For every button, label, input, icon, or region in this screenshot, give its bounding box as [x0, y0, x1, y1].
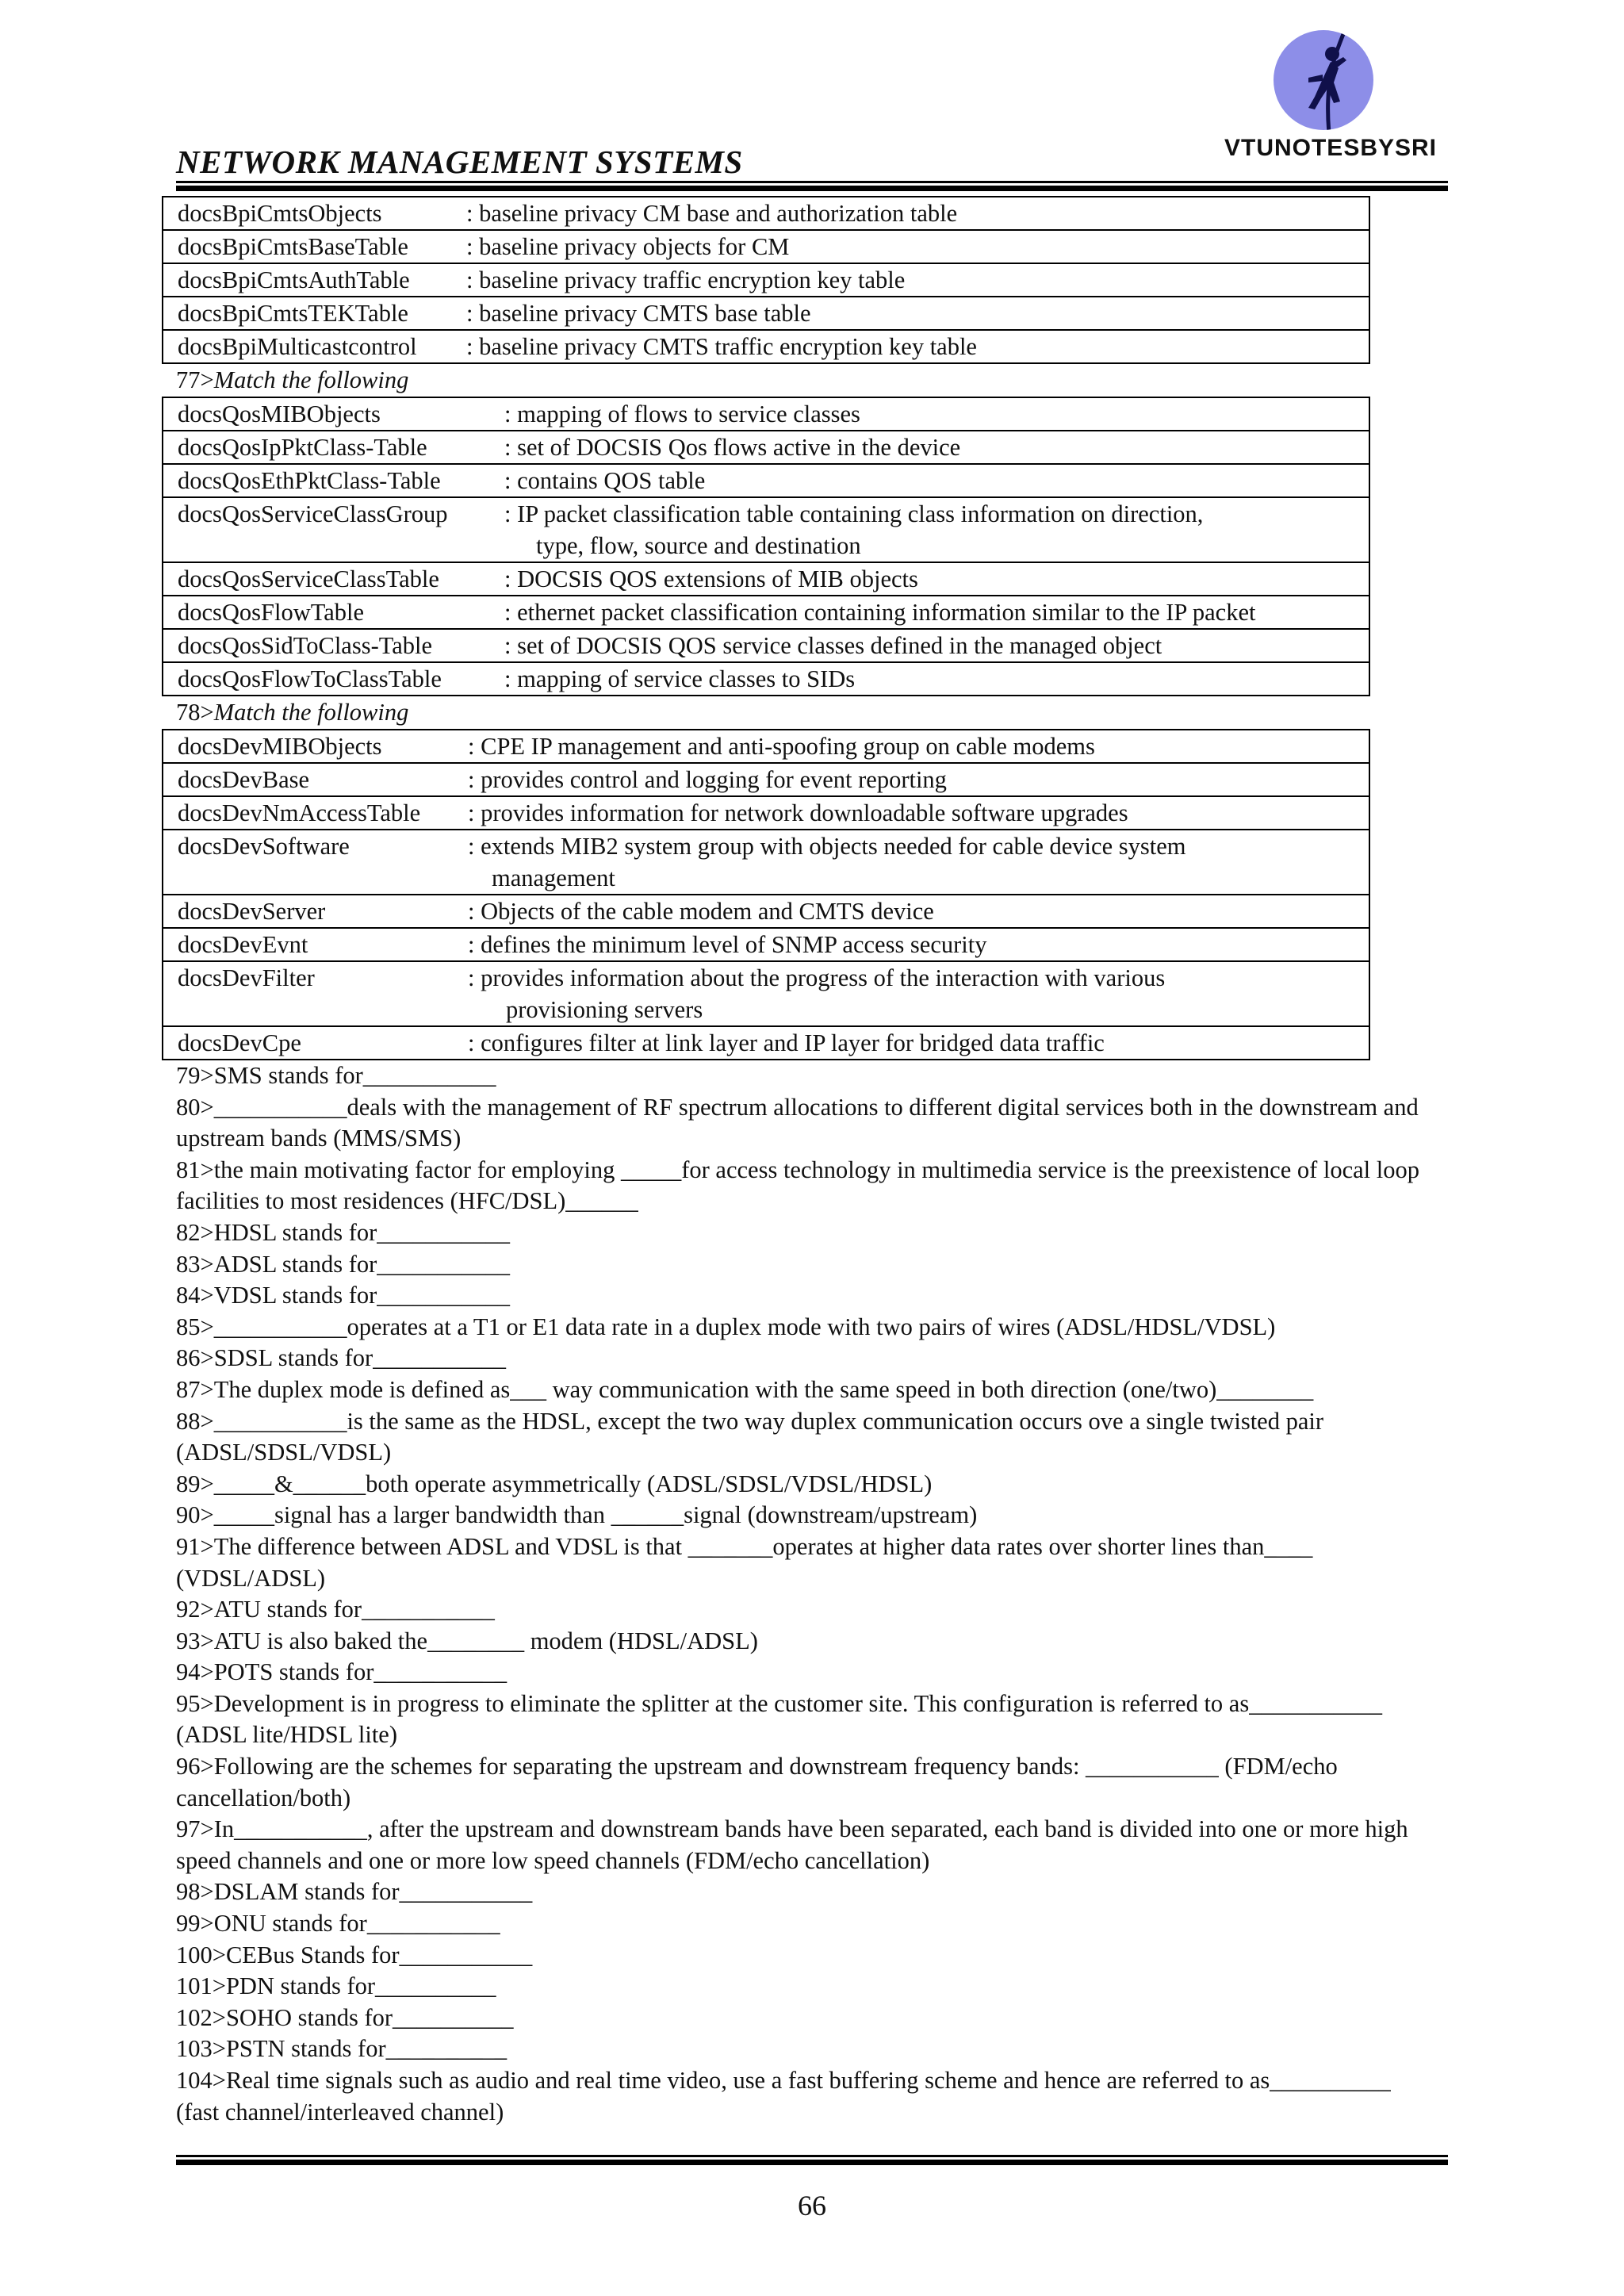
- term-cell: docsQosSidToClass-Table: [178, 632, 433, 659]
- term-cell: docsQosEthPktClass-Table: [178, 467, 441, 494]
- table-row: [163, 397, 1369, 431]
- definition-cell: : contains QOS table: [504, 467, 706, 494]
- table-row: [163, 297, 1369, 330]
- table-row: [163, 662, 1369, 696]
- definition-cell: : baseline privacy traffic encryption key table: [466, 266, 906, 293]
- definition-cell: : Objects of the cable modem and CMTS device: [468, 898, 934, 925]
- term-cell: docsDevFilter: [178, 964, 315, 991]
- table-row: [163, 961, 1369, 1026]
- term-cell: docsDevCpe: [178, 1029, 301, 1056]
- question-item: 84>VDSL stands for___________: [176, 1282, 511, 1309]
- term-cell: docsQosServiceClassTable: [178, 565, 439, 592]
- term-cell: docsDevMIBObjects: [178, 733, 382, 760]
- table-row: [163, 596, 1369, 629]
- content: [162, 196, 1454, 2128]
- definition-cell: : mapping of flows to service classes: [504, 401, 860, 427]
- table-row: [163, 830, 1369, 895]
- climber-logo-icon: [1274, 30, 1373, 130]
- table-row: [163, 562, 1369, 596]
- logo-text: VTUNOTESBYSRI: [1224, 135, 1438, 161]
- question-item: 103>PSTN stands for__________: [176, 2035, 508, 2063]
- definition-cell: : set of DOCSIS Qos flows active in the device: [504, 434, 961, 461]
- question-item: 87>The duplex mode is defined as___ way communication with the same speed in both direction (one/two)________: [176, 1375, 1314, 1403]
- question-item: 81>the main motivating factor for employing _____for access technology in multimedia service is the preexistence of local loop facilities to most residences (HFC/DSL)______: [176, 1156, 1420, 1215]
- term-cell: docsDevNmAccessTable: [178, 799, 421, 826]
- question-item: 97>In___________, after the upstream and downstream bands have been separated, each band is divided into one or more high speed channels and one or more low speed channels (FDM/echo cancellation): [176, 1815, 1408, 1874]
- definition-cell: : baseline privacy CMTS base table: [466, 300, 811, 327]
- question-78-heading: 78>Match the following: [176, 699, 409, 726]
- term-cell: docsBpiCmtsTEKTable: [178, 300, 408, 327]
- definition-cell: : extends MIB2 system group with objects needed for cable device system: [468, 833, 1186, 860]
- table-row: [163, 730, 1369, 763]
- question-item: 98>DSLAM stands for___________: [176, 1878, 533, 1906]
- header-rule: [176, 181, 1448, 191]
- term-cell: docsQosMIBObjects: [178, 401, 381, 427]
- question-item: 101>PDN stands for__________: [176, 1972, 496, 2000]
- question-item: 100>CEBus Stands for___________: [176, 1941, 533, 1968]
- definition-cell: : provides information for network downloadable software upgrades: [468, 799, 1128, 826]
- question-item: 93>ATU is also baked the________ modem (HDSL/ADSL): [176, 1627, 758, 1654]
- table-row: [163, 230, 1369, 263]
- question-item: 92>ATU stands for___________: [176, 1596, 495, 1623]
- definition-cell: : configures filter at link layer and IP layer for bridged data traffic: [468, 1029, 1105, 1056]
- question-item: 83>ADSL stands for___________: [176, 1250, 511, 1278]
- definition-continuation: provisioning servers: [506, 996, 703, 1023]
- question-item: 90>_____signal has a larger bandwidth than ______signal (downstream/upstream): [176, 1501, 978, 1529]
- definition-cell: : defines the minimum level of SNMP access security: [468, 931, 987, 958]
- question-item: 85>___________operates at a T1 or E1 data rate in a duplex mode with two pairs of wires (ADSL/HDSL/VDSL): [176, 1313, 1276, 1340]
- table-row: [163, 464, 1369, 497]
- question-item: 80>___________deals with the management of RF spectrum allocations to different digital services both in the downstream and upstream bands (MMS/SMS): [176, 1093, 1419, 1152]
- term-cell: docsQosFlowTable: [178, 599, 365, 626]
- table-row: [163, 928, 1369, 961]
- question-item: 91>The difference between ADSL and VDSL is that _______operates at higher data rates over shorter lines than____ (VDSL/ADSL): [176, 1532, 1313, 1592]
- definition-cell: : ethernet packet classification containing information similar to the IP packet: [504, 599, 1256, 626]
- question-item: 79>SMS stands for___________: [176, 1062, 496, 1089]
- site-logo: [1212, 30, 1450, 165]
- term-cell: docsBpiCmtsAuthTable: [178, 266, 410, 293]
- definition-cell: : IP packet classification table containing class information on direction,: [504, 500, 1204, 527]
- definition-cell: : set of DOCSIS QOS service classes defined in the managed object: [504, 632, 1162, 659]
- term-cell: docsDevSoftware: [178, 833, 350, 860]
- definition-cell: : baseline privacy objects for CM: [466, 233, 790, 260]
- definition-cell: : baseline privacy CM base and authorization table: [466, 200, 958, 227]
- table-row: [163, 330, 1369, 363]
- term-cell: docsBpiMulticastcontrol: [178, 333, 417, 360]
- question-item: 94>POTS stands for___________: [176, 1658, 508, 1686]
- table-row: [163, 263, 1369, 297]
- question-list: [162, 1060, 1454, 2128]
- term-cell: docsQosServiceClassGroup: [178, 500, 448, 527]
- term-cell: docsQosIpPktClass-Table: [178, 434, 427, 461]
- question-item: 99>ONU stands for___________: [176, 1910, 500, 1938]
- question-item: 96>Following are the schemes for separating the upstream and downstream frequency bands: ___________ (FDM/echo cancellation/both): [176, 1753, 1338, 1811]
- page-header-title: NETWORK MANAGEMENT SYSTEMS: [176, 144, 743, 180]
- definition-cell: : provides information about the progress of the interaction with various: [468, 964, 1166, 991]
- page-number: 66: [798, 2190, 826, 2221]
- definition-cell: : mapping of service classes to SIDs: [504, 665, 856, 692]
- definition-cell: : baseline privacy CMTS traffic encryption key table: [466, 333, 977, 360]
- question-item: 102>SOHO stands for__________: [176, 2003, 514, 2031]
- question-77-heading: 77>Match the following: [176, 366, 409, 393]
- table-row: [163, 1026, 1369, 1060]
- term-cell: docsBpiCmtsObjects: [178, 200, 382, 227]
- definition-cell: : CPE IP management and anti-spoofing group on cable modems: [468, 733, 1095, 760]
- table-row: [163, 895, 1369, 928]
- term-cell: docsDevServer: [178, 898, 326, 925]
- match-table-76: [162, 196, 1370, 364]
- table-row: [163, 763, 1369, 796]
- question-item: 89>_____&______both operate asymmetrically (ADSL/SDSL/VDSL/HDSL): [176, 1470, 933, 1497]
- definition-continuation: type, flow, source and destination: [536, 532, 861, 559]
- table-row: [163, 197, 1369, 230]
- table-row: [163, 796, 1369, 830]
- question-item: 104>Real time signals such as audio and real time video, use a fast buffering scheme and hence are referred to as__________ (fast channel/interleaved channel): [176, 2067, 1391, 2125]
- definition-cell: : DOCSIS QOS extensions of MIB objects: [504, 565, 918, 592]
- question-item: 86>SDSL stands for___________: [176, 1344, 506, 1372]
- footer-rule: [176, 2155, 1448, 2165]
- definition-cell: : provides control and logging for event reporting: [468, 766, 947, 793]
- table-row: [163, 629, 1369, 662]
- match-table-78: [162, 729, 1370, 1060]
- match-table-77: [162, 397, 1370, 696]
- question-item: 82>HDSL stands for___________: [176, 1218, 511, 1246]
- table-row: [163, 497, 1369, 562]
- question-item: 95>Development is in progress to eliminate the splitter at the customer site. This configuration is referred to as___________ (ADSL lite/HDSL lite): [176, 1689, 1382, 1749]
- term-cell: docsDevBase: [178, 766, 310, 793]
- term-cell: docsBpiCmtsBaseTable: [178, 233, 408, 260]
- term-cell: docsQosFlowToClassTable: [178, 665, 442, 692]
- question-item: 88>___________is the same as the HDSL, except the two way duplex communication occurs ove a single twisted pair (ADSL/SDSL/VDSL): [176, 1407, 1323, 1466]
- term-cell: docsDevEvnt: [178, 931, 308, 958]
- definition-continuation: management: [492, 864, 615, 891]
- table-row: [163, 431, 1369, 464]
